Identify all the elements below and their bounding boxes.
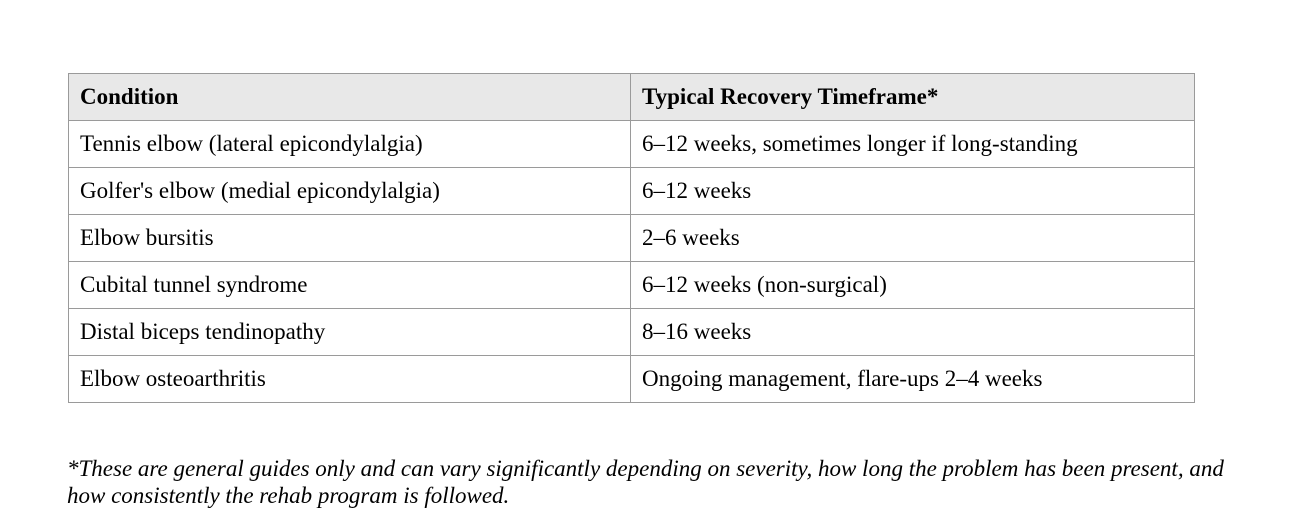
table-header xyxy=(69,74,1195,121)
timeframe-cell: 6–12 weeks, sometimes longer if long-standing xyxy=(631,121,1195,168)
table-row xyxy=(69,121,1195,168)
condition-cell: Elbow osteoarthritis xyxy=(69,356,631,403)
footnote: *These are general guides only and can vary significantly depending on severity, how long the problem has been present, and how consistently the rehab program is followed. xyxy=(67,456,1224,508)
table-row xyxy=(69,168,1195,215)
timeframe-cell: 6–12 weeks xyxy=(631,168,1195,215)
timeframe-cell: 8–16 weeks xyxy=(631,309,1195,356)
table-body xyxy=(69,121,1195,403)
table-header-row xyxy=(69,74,1195,121)
condition-cell: Distal biceps tendinopathy xyxy=(69,309,631,356)
condition-cell: Elbow bursitis xyxy=(69,215,631,262)
recovery-timeframe-table xyxy=(68,73,1195,403)
condition-cell: Tennis elbow (lateral epicondylalgia) xyxy=(69,121,631,168)
timeframe-cell: 6–12 weeks (non-surgical) xyxy=(631,262,1195,309)
timeframe-cell: Ongoing management, flare-ups 2–4 weeks xyxy=(631,356,1195,403)
table-row xyxy=(69,356,1195,403)
header-recovery-timeframe: Typical Recovery Timeframe* xyxy=(631,74,1195,121)
condition-cell: Cubital tunnel syndrome xyxy=(69,262,631,309)
header-condition: Condition xyxy=(69,74,631,121)
timeframe-cell: 2–6 weeks xyxy=(631,215,1195,262)
condition-cell: Golfer's elbow (medial epicondylalgia) xyxy=(69,168,631,215)
table-row xyxy=(69,309,1195,356)
table-row xyxy=(69,262,1195,309)
table-row xyxy=(69,215,1195,262)
